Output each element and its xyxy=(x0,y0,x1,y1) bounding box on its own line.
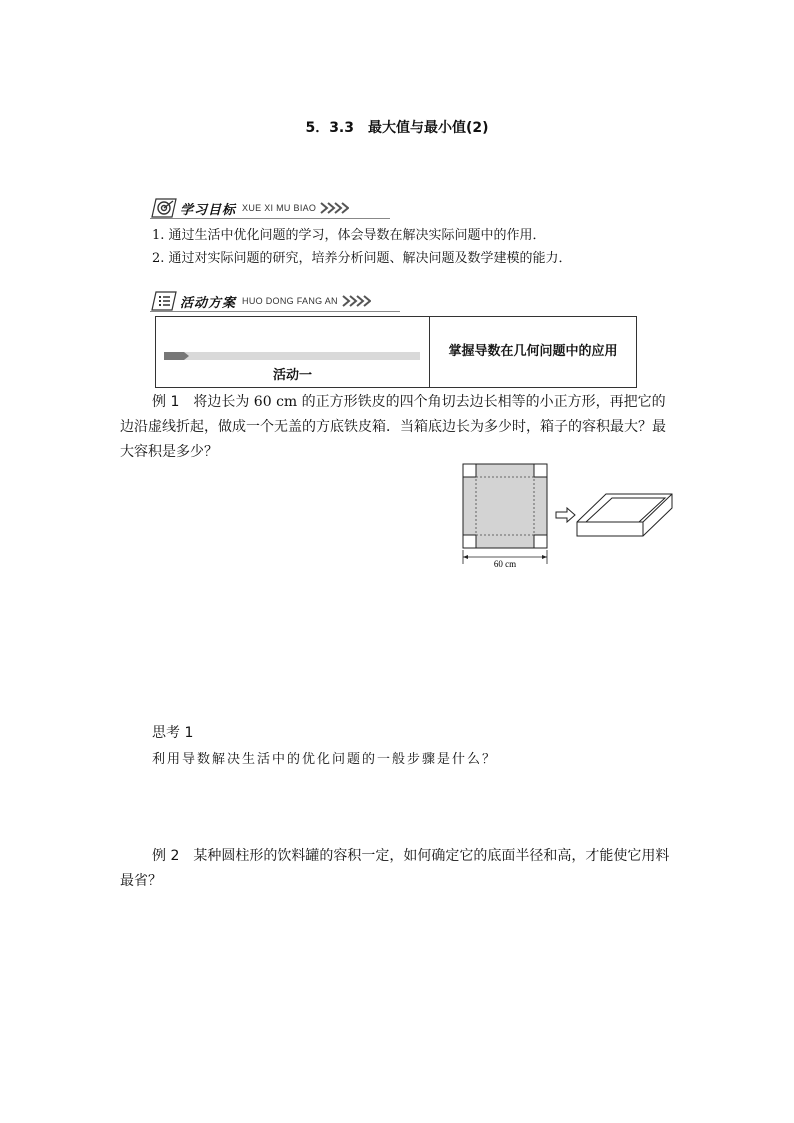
example-2 xyxy=(120,844,675,894)
goal-item-2: 2. 通过对实际问题的研究，培养分析问题、解决问题及数学建模的能力． xyxy=(152,251,572,266)
example-2-text: 某种圆柱形的饮料罐的容积一定，如何确定它的底面半径和高，才能使它用料最省？ xyxy=(120,848,670,889)
list-icon xyxy=(150,290,178,312)
activity-progress-bar xyxy=(164,352,420,360)
goals-banner-title: 学习目标 xyxy=(180,202,237,218)
activities-banner-title: 活动方案 xyxy=(180,295,237,311)
activity-objective: 掌握导数在几何问题中的应用 xyxy=(448,344,618,359)
dimension-label: 60 cm xyxy=(493,559,517,569)
activity-table xyxy=(155,316,637,388)
open-box xyxy=(577,494,672,536)
goal-item-1: 1. 通过生活中优化问题的学习，体会导数在解决实际问题中的作用． xyxy=(152,228,546,243)
example-1-text: 将边长为 60 cm 的正方形铁皮的四个角切去边长相等的小正方形，再把它的边沿虚线折起，做成一个无盖的方底铁皮箱．当箱底边长为多少时，箱子的容积最大？最大容积是多少？ xyxy=(120,394,666,460)
double-chevron-icon xyxy=(319,202,349,214)
think-1-title: 思考 1 xyxy=(152,725,194,741)
target-icon xyxy=(150,197,178,219)
activity-progress-tip xyxy=(184,352,189,360)
activity-progress-fill xyxy=(164,352,184,360)
activities-banner-underline xyxy=(150,311,400,312)
goals-banner xyxy=(150,196,349,220)
square-sheet xyxy=(463,464,547,548)
activity-label: 活动一 xyxy=(272,368,312,383)
activity-cell-left xyxy=(156,317,430,387)
goals-banner-subtitle: XUE XI MU BIAO xyxy=(242,203,317,213)
activities-banner xyxy=(150,289,371,313)
think-1-text: 利用导数解决生活中的优化问题的一般步骤是什么？ xyxy=(152,752,498,767)
goals-banner-underline xyxy=(150,218,390,219)
example-1 xyxy=(120,390,675,465)
activities-banner-subtitle: HUO DONG FANG AN xyxy=(242,296,338,306)
box-folding-figure xyxy=(455,460,680,570)
example-2-label: 例 2 xyxy=(152,848,180,864)
double-chevron-icon xyxy=(341,295,371,307)
example-1-label: 例 1 xyxy=(152,394,180,410)
page-title: 5．3.3 最大值与最小值(2) xyxy=(305,120,489,136)
arrow-right-icon xyxy=(556,508,575,522)
